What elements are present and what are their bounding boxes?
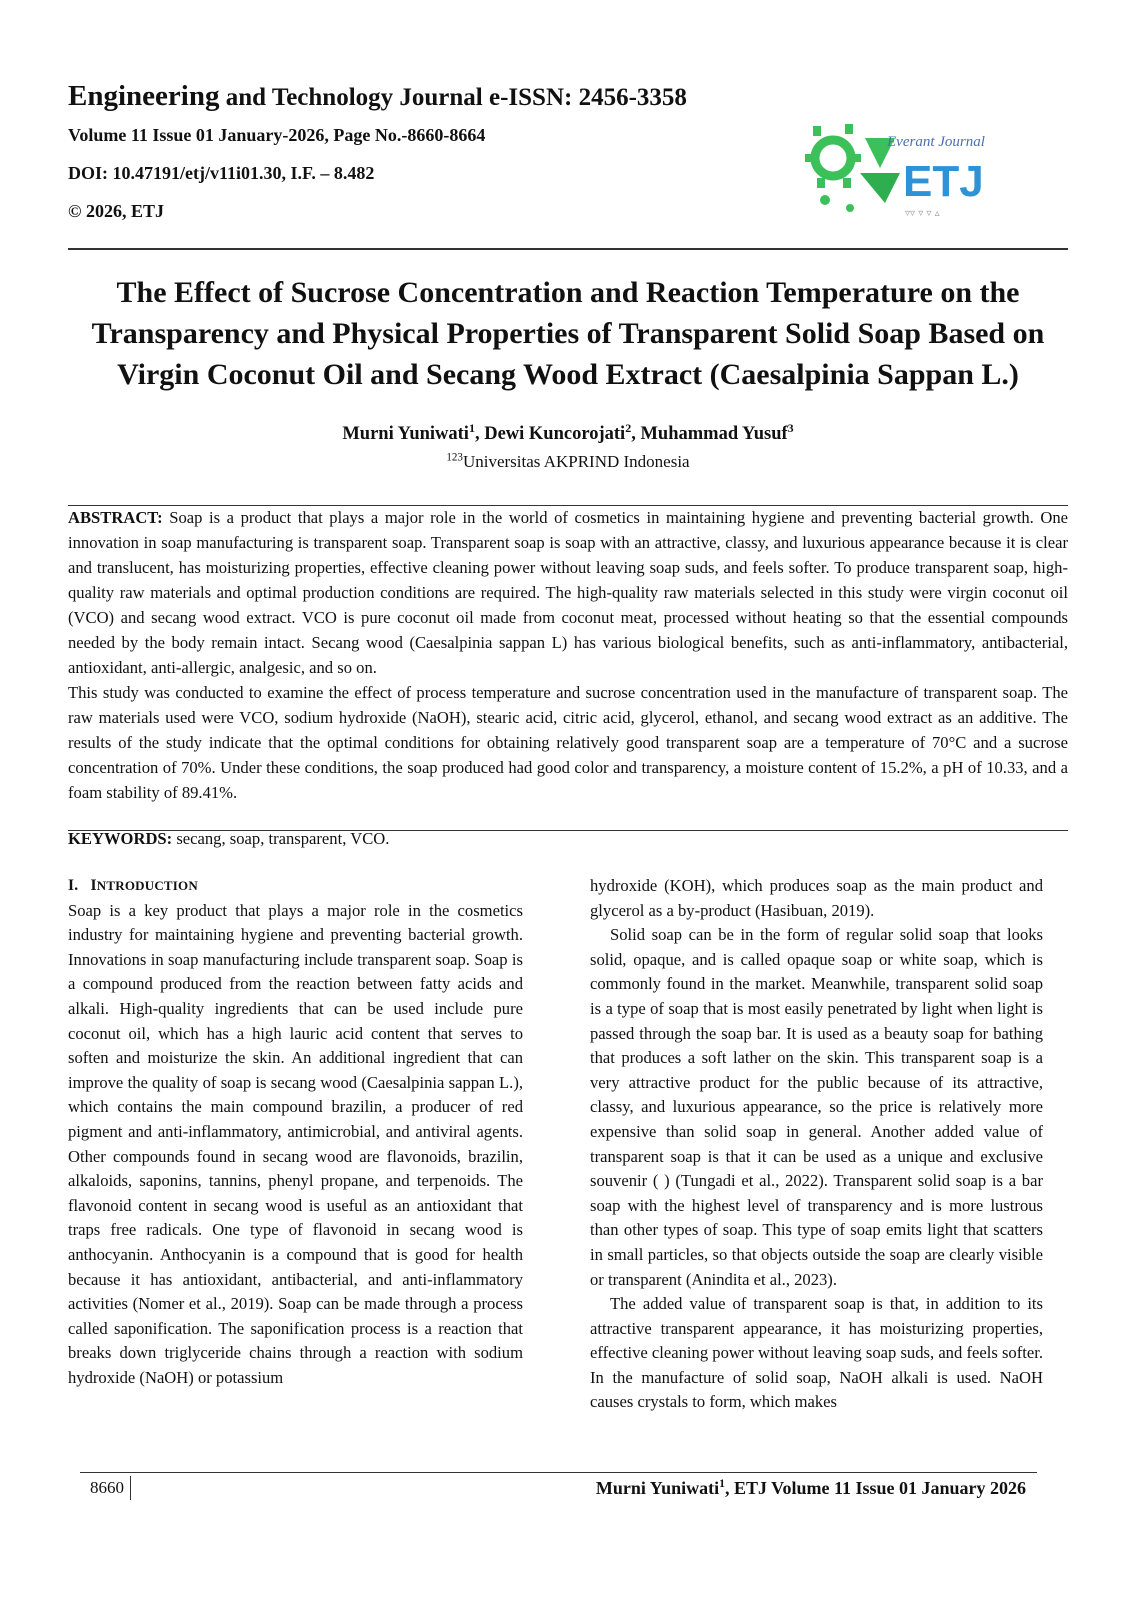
intro-paragraph-1: Soap is a key product that plays a major role in the cosmetics industry for maintaining hygiene and preventing bacterial growth. Innovations in soap manufacturing include transparent soap. Soap is a compound produced from the reaction between fatty acids and alkali. High-quality ingredients that can be used include pure coconut oil, which has a high lauric acid content that serves to soften and moisturize the skin. An additional ingredient that can improve the quality of soap is secang wood (Caesalpinia sappan L.), which contains the main compound brazilin, a producer of red pigment and anti-inflammatory, antimicrobial, and antiviral agents. Other compounds found in secang wood are flavonoids, brazilin, alkaloids, saponins, tannins, phenyl propane, and terpenoids. The flavonoid content in secang wood is useful as an antioxidant that traps free radicals. One type of flavonoid in secang wood is anthocyanin. Anthocyanin is a compound that is good for health because it has antioxidant, antibacterial, and anti-inflammatory activities (Nomer et al., 2019). Soap can be made through a process called saponification. The saponification process is a reaction that breaks down triglyceride chains through a reaction with sodium hydroxide (NaOH) or potassium: [68, 900, 523, 1387]
affiliation: $^{123}$Universitas AKPRIND Indonesia: [446, 451, 690, 471]
doi-info: DOI: 10.47191/etj/v11i01.30, I.F. – 8.482: [68, 163, 375, 183]
intro-paragraph-4: The added value of transparent soap is that, in addition to its attractive transparent appearance, it has moisturizing properties, effective cleaning power without leaving soap suds, and feels softer. In the manufacture of solid soap, NaOH alkali is used. NaOH causes crystals to form, which makes: [590, 1294, 1043, 1412]
header-divider: [68, 248, 1068, 250]
abstract-paragraph-1: ABSTRACT: Soap is a product that plays a major role in the world of cosmetics in maintaining hygiene and preventing bacterial growth. One innovation in soap manufacturing is transparent soap. Transparent soap is soap with an attractive, classy, and luxurious appearance because it is clear and translucent, has moisturizing properties, effective cleaning power without leaving soap suds, and feels softer. To produce transparent soap, high-quality raw materials and optimal production conditions are required. The high-quality raw materials selected in this study were virgin coconut oil (VCO) and secang wood extract. VCO is pure coconut oil made from coconut meat, processed without heating so that the essential compounds needed by the body remain intact. Secang wood (Caesalpinia sappan L) has various biological benefits, such as anti-inflammatory, antibacterial, antioxidant, anti-allergic, analgesic, and so on.: [68, 508, 1068, 677]
abstract: [68, 505, 1068, 805]
copyright: © 2026, ETJ: [68, 201, 164, 221]
right-column: [590, 874, 1043, 1415]
section-heading-introduction: I. INTRODUCTION: [68, 877, 198, 894]
logo-main-text: ETJ: [903, 157, 984, 206]
abstract-paragraph-2: This study was conducted to examine the effect of process temperature and sucrose concentration used in the manufacture of transparent soap. The raw materials used were VCO, sodium hydroxide (NaOH), stearic acid, citric acid, glycerol, ethanol, and secang wood extract as an additive. The results of the study indicate that the optimal conditions for obtaining relatively good transparent soap are a temperature of 70°C and a sucrose concentration of 70%. Under these conditions, the soap produced had good color and transparency, a moisture content of 15.2%, a pH of 10.33, and a foam stability of 89.41%.: [68, 683, 1068, 802]
intro-paragraph-2: hydroxide (KOH), which produces soap as the main product and glycerol as a by-product (Hasibuan, 2019).: [590, 876, 1043, 920]
footer-rule: [80, 1472, 1037, 1473]
journal-title: Engineering and Technology Journal e-ISSN: 2456-3358: [68, 80, 687, 112]
etj-logo: [805, 118, 1025, 228]
left-column: [68, 874, 523, 1390]
svg-text:▿▿ ▿ ▿ ▵: ▿▿ ▿ ▿ ▵: [905, 208, 940, 219]
journal-header: [68, 80, 788, 239]
page-number: 8660: [90, 1476, 131, 1500]
author-list: Murni Yuniwati$^1$, Dewi Kuncorojati$^2$, Muhammad Yusuf$^3$: [342, 420, 794, 444]
paper-title: The Effect of Sucrose Concentration and Reaction Temperature on the Transparency and Physical Properties of Transparent Solid Soap Based on Virgin Coconut Oil and Secang Wood Extract (Caesalpinia Sappan L.): [91, 276, 1045, 391]
keywords: KEYWORDS: secang, soap, transparent, VCO.: [68, 829, 390, 848]
logo-top-text: Everant Journal: [887, 134, 985, 150]
volume-info: Volume 11 Issue 01 January-2026, Page No.-8660-8664: [68, 125, 486, 145]
intro-paragraph-3: Solid soap can be in the form of regular solid soap that looks solid, opaque, and is called opaque soap or white soap, which is commonly found in the market. Meanwhile, transparent solid soap is a type of soap that is most easily penetrated by light when light is passed through the soap bar. It is used as a beauty soap for bathing that produces a soft lather on the skin. This transparent soap is a very attractive product for the public because of its attractive, classy, and luxurious appearance, so the price is relatively more expensive than solid soap in general. Another added value of transparent soap is that it can be used as a unique and exclusive souvenir ( ) (Tungadi et al., 2022). Transparent solid soap is a bar soap with the highest level of transparency and is more lustrous than other types of soap. This type of soap emits light that scatters in small particles, so that objects outside the soap are clearly visible or transparent (Anindita et al., 2023).: [590, 925, 1043, 1289]
running-footer: Murni Yuniwati$^1$, ETJ Volume 11 Issue 01 January 2026: [595, 1477, 1026, 1498]
